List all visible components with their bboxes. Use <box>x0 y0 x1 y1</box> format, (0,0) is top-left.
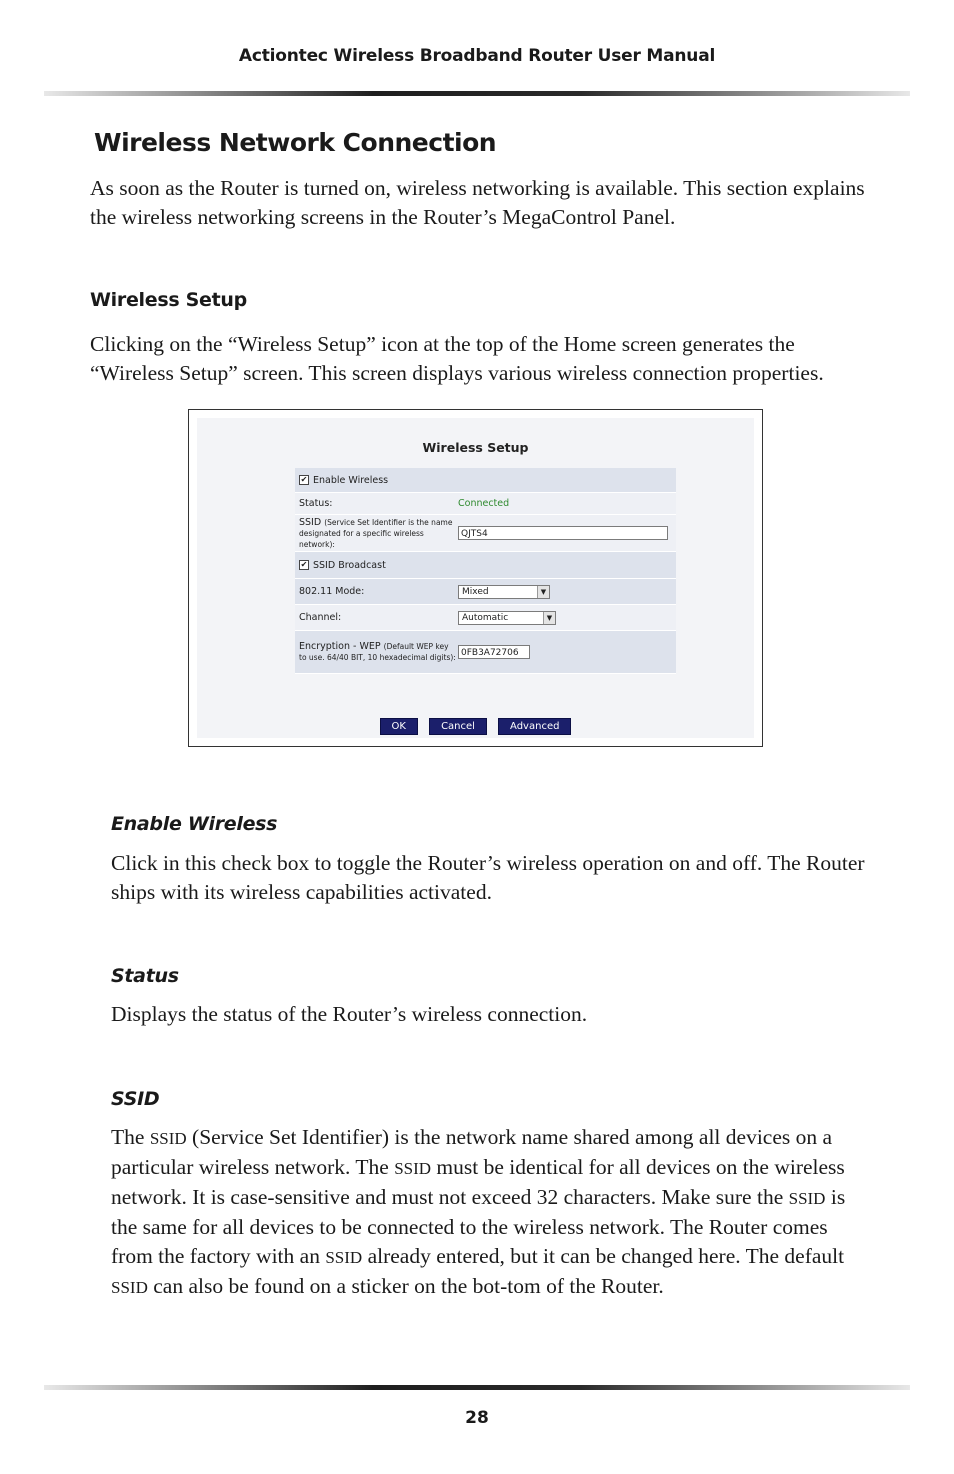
enable-wireless-label: Enable Wireless <box>313 474 389 486</box>
enable-wireless-checkbox[interactable]: ✔ <box>300 475 308 484</box>
wireless-setup-text: Clicking on the “Wireless Setup” icon at the top of the Home screen generates the “Wireless Setup” screen. This screen displays various wireless connection properties. <box>90 332 824 385</box>
status-text: Displays the status of the Router’s wireless connection. <box>111 1002 588 1026</box>
ssid-text: The SSID (Service Set Identifier) is the network name shared among all devices on a particular wireless network. The SSID must be identical for all devices on the wireless network. It is case-sensitive and must not exceed 32 characters. Make sure the SSID is the same for all devices to be connected to the wireless network. The Router comes from the factory with an SSID already entered, but it can be changed here. The default SSID can also be found on a sticker on the bot-tom of the Router. <box>111 1125 846 1298</box>
cancel-button[interactable]: Cancel <box>429 718 487 735</box>
screenshot-title: Wireless Setup <box>422 440 529 455</box>
ssid-label: SSID <box>299 516 322 528</box>
advanced-button[interactable]: Advanced <box>498 718 571 735</box>
mode-select[interactable] <box>458 585 550 599</box>
ssid-note: (Service Set Identifier is the name designated for a specific wireless network): <box>299 517 453 549</box>
enable-wireless-text: Click in this check box to toggle the Router’s wireless operation on and off. The Router ships with its wireless capabilities activated. <box>111 851 865 904</box>
ssid-heading: SSID <box>111 1088 160 1110</box>
section-intro: As soon as the Router is turned on, wireless networking is available. This section explains the wireless networking screens in the Router’s MegaControl Panel. <box>90 176 865 229</box>
section-title: Wireless Network Connection <box>94 128 497 157</box>
ok-button[interactable]: OK <box>380 718 418 735</box>
status-row <box>295 493 676 515</box>
status-heading: Status <box>111 965 179 987</box>
header-rule <box>44 91 910 96</box>
footer-rule <box>44 1385 910 1390</box>
mode-label: 802.11 Mode: <box>299 586 365 597</box>
ssid-input[interactable]: QJTS4 <box>458 526 668 540</box>
mode-row <box>295 579 676 605</box>
channel-select[interactable] <box>458 611 556 625</box>
wireless-setup-heading: Wireless Setup <box>90 289 247 311</box>
ssid-row <box>295 515 676 552</box>
encryption-note: (Default WEP key to use. 64/40 BIT, 10 hexadecimal digits): <box>299 642 456 662</box>
wep-key-input[interactable]: 0FB3A72706 <box>458 645 530 659</box>
button-bar <box>197 714 754 735</box>
encryption-label: Encryption - WEP <box>299 641 381 652</box>
status-value: Connected <box>458 498 510 509</box>
channel-label: Channel: <box>299 612 342 623</box>
enable-wireless-heading: Enable Wireless <box>111 813 278 835</box>
channel-row <box>295 605 676 631</box>
manual-title: Actiontec Wireless Broadband Router User Manual <box>238 46 716 66</box>
chevron-down-icon: ▼ <box>537 586 549 598</box>
status-label: Status: <box>299 498 333 509</box>
settings-table <box>295 468 676 674</box>
page-number: 28 <box>465 1408 489 1428</box>
ssid-broadcast-label: SSID Broadcast <box>313 559 386 571</box>
ssid-broadcast-row <box>295 552 676 579</box>
enable-wireless-row <box>295 468 676 493</box>
ssid-broadcast-checkbox[interactable]: ✔ <box>300 560 308 569</box>
chevron-down-icon: ▼ <box>543 612 555 624</box>
mode-value: Mixed <box>462 586 489 597</box>
wireless-setup-screenshot <box>188 409 763 747</box>
encryption-row <box>295 631 676 674</box>
channel-value: Automatic <box>462 612 509 623</box>
